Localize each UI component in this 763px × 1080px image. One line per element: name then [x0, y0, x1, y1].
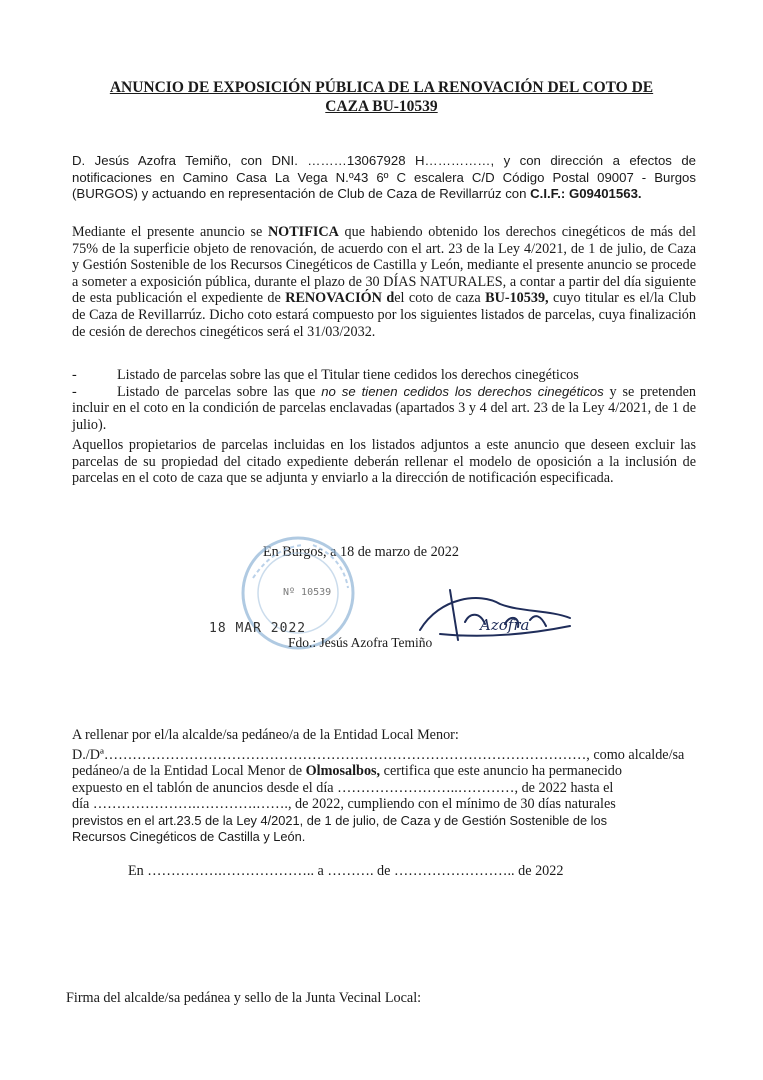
list-item-2-italic: no se tienen cedidos los derechos cinegéticos [321, 383, 604, 399]
form-line-entity-a: pedáneo/a de la Entidad Local Menor de [72, 763, 306, 780]
list-item [72, 367, 696, 384]
form-line-name: D./Dª…………………………………………………………………………………………, como alcalde/sa [72, 747, 685, 763]
parcel-list [72, 367, 696, 433]
notice-text-1: Mediante el presente anuncio se [72, 224, 268, 240]
signature-scrawl [410, 582, 580, 647]
owners-paragraph: Aquellos propietarios de parcelas incluidas en los listados adjuntos a este anuncio que deseen excluir las parcelas de su propiedad del citado expediente deberán rellenar el modelo de oposición a la inclusión de parcelas en el coto de caza que se adjunta y enviarlo a la dirección de notificación especificada. [72, 437, 696, 486]
form-place-date-line: En …………….……………….. a ………. de …………………….. de 2022 [128, 863, 564, 879]
stamp-number: Nº 10539 [283, 587, 332, 598]
renovacion-word: RENOVACIÓN d [285, 290, 395, 307]
stamp-text-arc [313, 545, 348, 588]
notice-text-3: el coto de caza [394, 290, 486, 307]
notice-paragraph [72, 224, 696, 340]
form-line-law: previstos en el art.23.5 de la Ley 4/2021, de 1 de julio, de Caza y de Gestión Sostenible de los [72, 812, 607, 828]
stamp-date: 18 MAR 2022 [209, 621, 307, 636]
cif-value: C.I.F.: G09401563. [530, 186, 642, 201]
alcalde-form [72, 747, 702, 845]
list-dash: - [72, 383, 77, 400]
document-title [0, 78, 763, 116]
title-line-1: ANUNCIO DE EXPOSICIÓN PÚBLICA DE LA RENOVACIÓN DEL COTO DE [109, 79, 654, 96]
form-line-entity-b: certifica que este anuncio ha permanecido [380, 763, 622, 780]
signatory-name: Fdo.: Jesús Azofra Temiño [288, 635, 433, 650]
list-item-2-text-a: Listado de parcelas sobre las que [117, 383, 322, 400]
form-line-law-2: Recursos Cinegéticos de Castilla y León. [72, 829, 306, 845]
coto-code: BU-10539, [485, 290, 549, 307]
notice-text-2: que habiendo obtenido los derechos cinegéticos de más del 75% de la superficie objeto de renovación, de acuerdo con el art. 23 de la Ley 4/2021, de 1 de julio, de Caza y Gestión Sostenible de los Recursos Cinegéticos de Castilla y León, mediante el presente anuncio se procede a someter a exposición pública, durante el plazo de 30 DÍAS NATURALES, a contar a partir del día siguiente de esta publicación el expediente de [72, 224, 697, 307]
notice-text-4: cuyo titular es el/la Club de Caza de Revillarrúz. Dicho coto estará compuesto por los siguientes listados de parcelas, cuya finalización de cesión de derechos cinegéticos será el 31/03/2032. [72, 290, 696, 340]
place-date: En Burgos, a 18 de marzo de 2022 [263, 544, 459, 560]
form-line-to-date: día ………………….………….……., de 2022, cumpliendo con el mínimo de 30 días naturales [72, 796, 616, 813]
title-line-2: CAZA BU-10539 [325, 98, 438, 115]
notifica-word: NOTIFICA [267, 224, 339, 240]
alcalde-heading: A rellenar por el/la alcalde/sa pedáneo/a de la Entidad Local Menor: [72, 727, 459, 743]
list-item [72, 384, 696, 434]
stamp-text-arc [253, 545, 303, 578]
signature-text: Azofra [480, 616, 530, 634]
firma-label: Firma del alcalde/sa pedánea y sello de la Junta Vecinal Local: [66, 990, 422, 1006]
form-line-entity [72, 763, 702, 779]
entity-name: Olmosalbos, [305, 763, 381, 780]
intro-text: D. Jesús Azofra Temiño, con DNI. ………13067928 H……………, y con dirección a efectos de notificaciones en Camino Casa La Vega N.º43 6º C escalera C/D Código Postal 09007 - Burgos (BURGOS) y actuando en representación de Club de Caza de Revillarrúz con [72, 153, 696, 201]
intro-paragraph [72, 153, 696, 203]
list-dash: - [72, 367, 77, 383]
list-item-2-text-b: y se pretenden incluir en el coto en la condición de parcelas enclavadas (apartados 3 y 4 del art. 23 de la Ley 4/2021, de 1 de julio). [72, 383, 696, 433]
list-item-1-text: Listado de parcelas sobre las que el Titular tiene cedidos los derechos cinegéticos [117, 367, 579, 383]
form-line-from-date: expuesto en el tablón de anuncios desde el día ……………………..…………, de 2022 hasta el [72, 779, 614, 796]
